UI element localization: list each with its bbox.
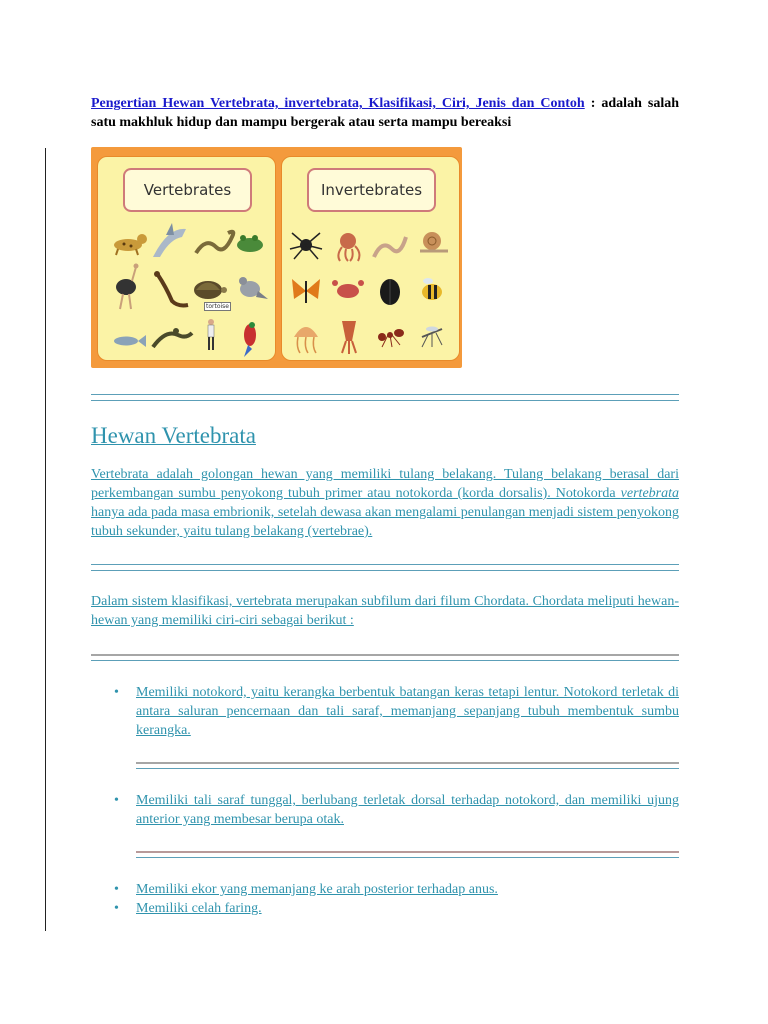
tortoise-icon — [194, 281, 227, 299]
para1-text-a: Vertebrata adalah golongan hewan yang memiliki tulang belakang. Tulang belakang berasal dari perkembangan sumbu penyokong tubuh primer atau notokorda (korda dorsalis). Notokorda — [91, 467, 679, 501]
section-heading: Hewan Vertebrata — [91, 423, 256, 448]
parrot-icon — [244, 322, 256, 357]
divider — [91, 654, 679, 661]
tortoise-label: tortoise — [206, 303, 229, 310]
intro-text: : adalah salah satu makhluk hidup dan mampu bergerak atau serta mampu bereaksi — [91, 96, 679, 130]
snake-icon — [196, 232, 233, 253]
butterfly-icon — [292, 279, 320, 303]
vertebrates-invertebrates-poster — [91, 147, 462, 368]
classification-paragraph: Dalam sistem klasifikasi, vertebrata merupakan subfilum dari filum Chordata. Chordata meliputi hewan-hewan yang memiliki ciri-ciri sebagai berikut : — [91, 594, 679, 628]
snail-icon — [420, 232, 448, 251]
spider-icon — [290, 233, 322, 259]
list-item: Memiliki celah faring. — [136, 901, 262, 916]
invertebrate-animals — [282, 157, 459, 360]
shark-icon — [153, 223, 186, 257]
ant-icon — [378, 329, 404, 347]
vertebrates-title: Vertebrates — [123, 168, 252, 212]
vertebrate-animals — [98, 157, 275, 360]
fish-icon — [114, 335, 146, 347]
squid-icon — [342, 321, 356, 354]
pigeon-icon — [239, 277, 268, 299]
invertebrates-panel — [281, 156, 460, 361]
article-title-link[interactable]: Pengertian Hewan Vertebrata, invertebrata, Klasifikasi, Ciri, Jenis dan Contoh — [91, 96, 585, 111]
list-item: Memiliki ekor yang memanjang ke arah posterior terhadap anus. — [136, 882, 498, 897]
bullet-marker: • — [114, 882, 119, 897]
divider — [91, 394, 679, 401]
jellyfish-icon — [294, 327, 318, 353]
octopus-icon — [338, 233, 359, 261]
intro-paragraph — [91, 94, 679, 132]
ostrich-icon — [116, 264, 139, 310]
frog-icon — [237, 235, 263, 252]
vertebrata-definition — [91, 465, 679, 541]
lizard-icon — [154, 271, 188, 306]
worm-icon — [374, 237, 406, 257]
bullet-marker: • — [114, 685, 119, 700]
iguana-icon — [153, 328, 192, 347]
para1-text-b: hanya ada pada masa embrionik, setelah dewasa akan mengalami penulangan menjadi sistem penyokong tubuh sekunder, yaitu tulang belakang (vertebrae). — [91, 505, 679, 539]
list-item: Memiliki tali saraf tunggal, berlubang terletak dorsal terhadap notokord, dan memiliki ujung anterior yang membesar berupa otak. — [136, 793, 679, 827]
bullet-marker: • — [114, 901, 119, 916]
para1-italic: vertebrata — [620, 486, 679, 501]
beetle-icon — [380, 279, 400, 305]
bullet-marker: • — [114, 793, 119, 808]
mosquito-icon — [422, 327, 442, 348]
human-icon — [208, 319, 214, 350]
page-margin-rule — [45, 148, 46, 931]
list-item: Memiliki notokord, yaitu kerangka berbentuk batangan keras tetapi lentur. Notokord terletak di antara saluran pencernaan dan tali saraf, memanjang sepanjang tubuh membentuk sumbu kerangka. — [136, 685, 679, 738]
invertebrates-title: Invertebrates — [307, 168, 436, 212]
leopard-icon — [114, 234, 147, 255]
vertebrates-panel — [97, 156, 276, 361]
divider — [91, 564, 679, 571]
bee-icon — [422, 278, 442, 300]
divider — [136, 851, 679, 858]
divider — [136, 762, 679, 769]
crab-icon — [332, 280, 364, 298]
